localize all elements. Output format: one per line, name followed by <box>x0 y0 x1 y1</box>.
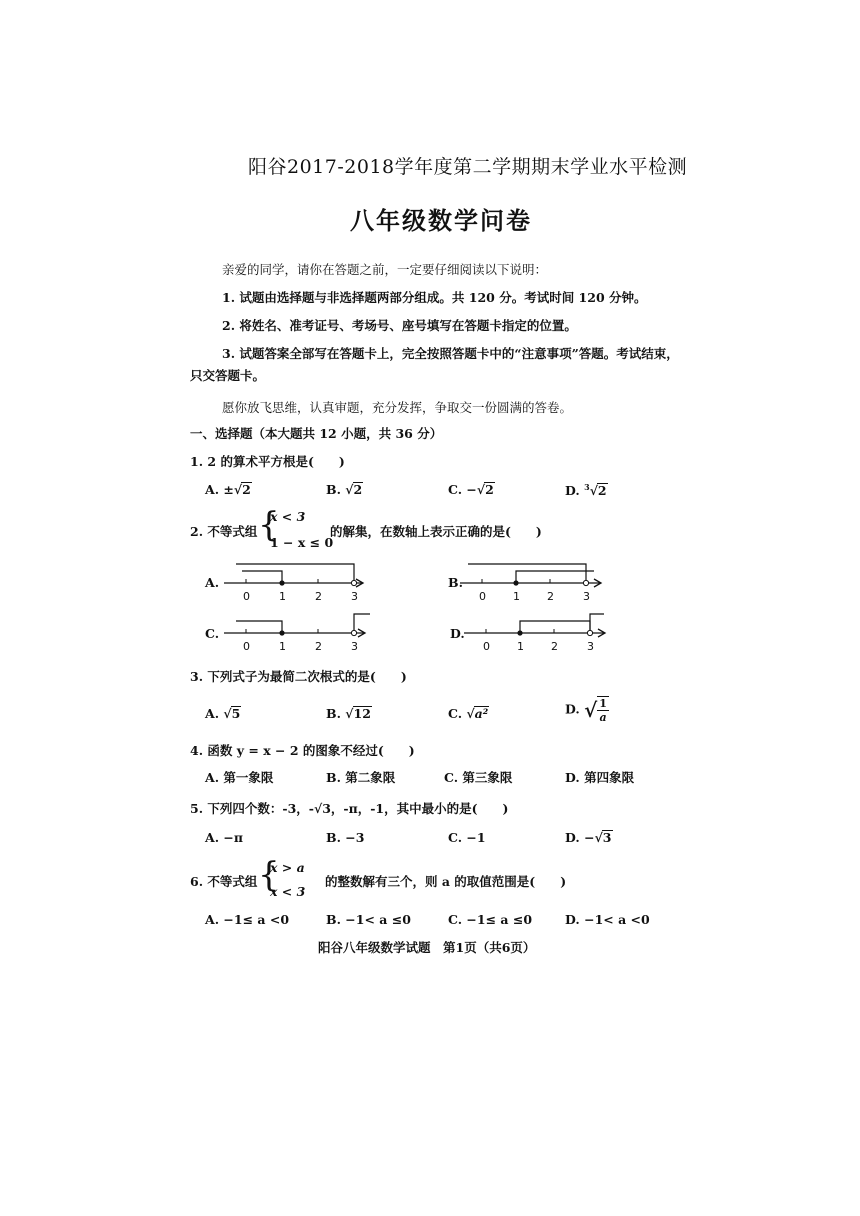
notice-item-1: 1. 试题由选择题与非选择题两部分组成。共 120 分。考试时间 120 分钟。 <box>222 290 647 305</box>
q2a-tick-3: 3 <box>351 590 358 603</box>
q2-option-c-number-line <box>222 608 372 658</box>
q2a-tick-1: 1 <box>279 590 286 603</box>
q6-option-d: D. −1< a <0 <box>565 912 650 927</box>
q3-option-d: D. √ $\frac{1}{a}$ <box>565 697 607 724</box>
q6-question-tail: 的整数解有三个，则 a 的取值范围是( ) <box>325 874 567 889</box>
notice-greeting: 亲爱的同学，请你在答题之前，一定要仔细阅读以下说明： <box>222 262 548 277</box>
q1-option-c: C. −√2 <box>448 482 494 497</box>
svg-text:2: 2 <box>547 590 554 603</box>
svg-text:3: 3 <box>587 640 594 653</box>
q2-option-d-number-line <box>462 608 612 658</box>
q2-option-b-label: B. <box>448 575 463 590</box>
q5-option-d: D. −√3 <box>565 830 612 845</box>
q6-inequality-2: x < 3 <box>270 884 306 899</box>
q2-option-a-label: A. <box>205 575 220 590</box>
page-footer: 阳谷八年级数学试题 第1页（共6页） <box>318 940 536 955</box>
svg-text:2: 2 <box>315 640 322 653</box>
svg-text:3: 3 <box>351 640 358 653</box>
question-1-stem: 1. 2 的算术平方根是( ) <box>190 454 345 469</box>
q5-option-a: A. −π <box>205 830 244 845</box>
paper-title: 八年级数学问卷 <box>350 207 532 235</box>
question-2-number: 2. 不等式组 <box>190 524 258 539</box>
q6-option-b: B. −1< a ≤0 <box>326 912 411 927</box>
q2-option-d-label: D. <box>450 626 465 641</box>
svg-text:3: 3 <box>583 590 590 603</box>
q2a-tick-0: 0 <box>243 590 250 603</box>
q1-option-d: D. $^3$√2 <box>565 482 607 499</box>
q5-option-c: C. −1 <box>448 830 486 845</box>
q6-option-a: A. −1≤ a <0 <box>205 912 290 927</box>
q2-option-c-label: C. <box>205 626 220 641</box>
q4-option-b: B. 第二象限 <box>326 770 396 785</box>
q4-option-c: C. 第三象限 <box>444 770 513 785</box>
q3-option-b: B. √12 <box>326 706 371 721</box>
notice-item-3-line2: 只交答题卡。 <box>190 368 266 383</box>
q2-system-brace: { <box>258 505 280 545</box>
question-5-stem: 5. 下列四个数：-3，-√3，-π，-1，其中最小的是( ) <box>190 801 509 816</box>
q1-option-a: A. ±√2 <box>205 482 251 497</box>
notice-item-3-line1: 3. 试题答案全部写在答题卡上，完全按照答题卡中的“注意事项”答题。考试结束， <box>222 346 679 361</box>
q6-option-c: C. −1≤ a ≤0 <box>448 912 533 927</box>
q3-option-c: C. √a² <box>448 706 489 721</box>
q2-inequality-1: x < 3 <box>270 509 306 524</box>
notice-wish: 愿你放飞思维，认真审题，充分发挥，争取交一份圆满的答卷。 <box>222 400 573 415</box>
q3-option-a: A. √5 <box>205 706 241 721</box>
exam-header: 阳谷2017-2018学年度第二学期期末学业水平检测 <box>248 156 688 178</box>
svg-text:0: 0 <box>243 640 250 653</box>
q1-option-b: B. √2 <box>326 482 363 497</box>
q2-inequality-2: 1 − x ≤ 0 <box>270 535 334 550</box>
q2-question-tail: 的解集，在数轴上表示正确的是( ) <box>330 524 542 539</box>
svg-text:1: 1 <box>513 590 520 603</box>
svg-text:0: 0 <box>483 640 490 653</box>
notice-item-2: 2. 将姓名、准考证号、考场号、座号填写在答题卡指定的位置。 <box>222 318 577 333</box>
svg-text:2: 2 <box>551 640 558 653</box>
q5-option-b: B. −3 <box>326 830 365 845</box>
q6-inequality-1: x > a <box>270 860 305 875</box>
section-title: 一、选择题（本大题共 12 小题，共 36 分） <box>190 426 443 441</box>
svg-text:1: 1 <box>517 640 524 653</box>
q2a-tick-2: 2 <box>315 590 322 603</box>
question-3-stem: 3. 下列式子为最简二次根式的是( ) <box>190 669 407 684</box>
question-4-stem: 4. 函数 y = x − 2 的图象不经过( ) <box>190 743 415 758</box>
svg-text:1: 1 <box>279 640 286 653</box>
svg-text:0: 0 <box>479 590 486 603</box>
q2-option-b-number-line <box>458 558 608 608</box>
q6-system-brace: { <box>258 855 280 895</box>
q4-option-d: D. 第四象限 <box>565 770 635 785</box>
question-6-number: 6. 不等式组 <box>190 874 258 889</box>
q4-option-a: A. 第一象限 <box>205 770 274 785</box>
q2-option-a-number-line <box>222 558 372 608</box>
